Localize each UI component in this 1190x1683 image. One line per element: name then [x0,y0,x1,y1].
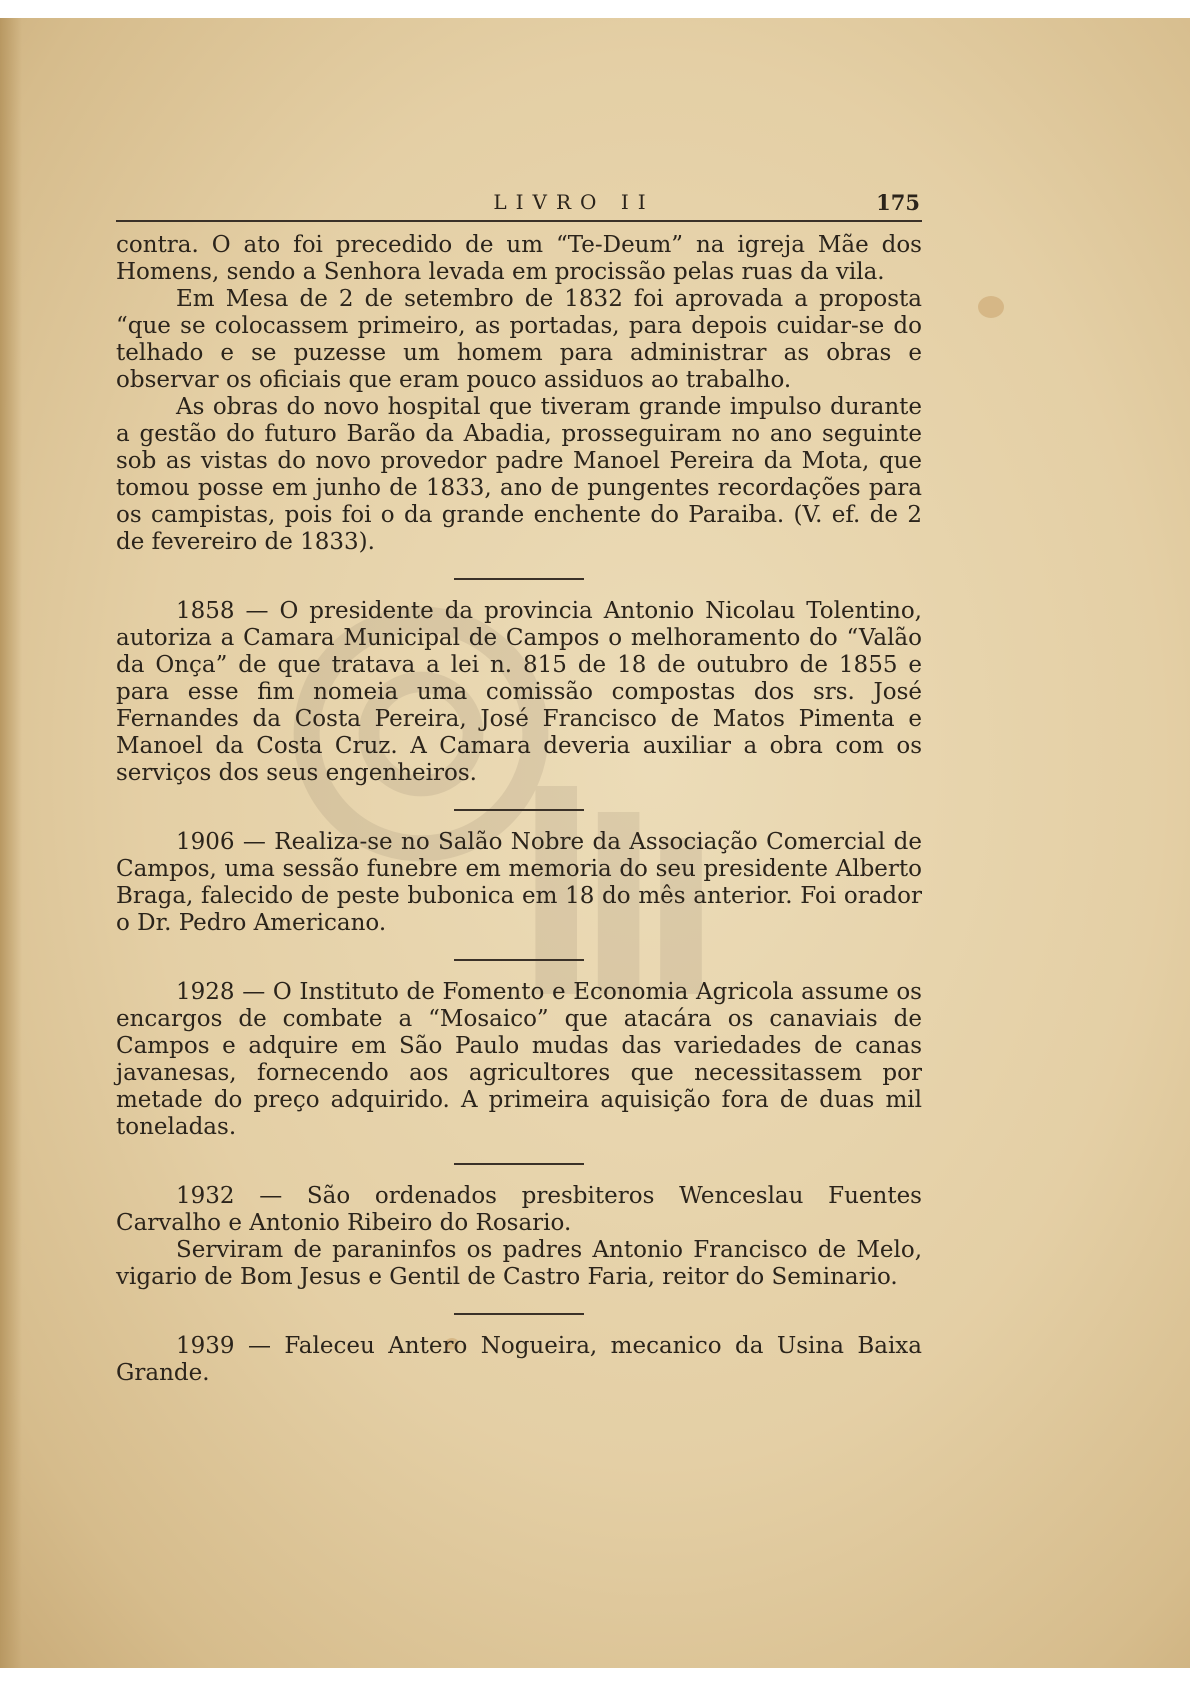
section-divider [454,1163,584,1165]
running-head: LIVRO II [493,190,655,214]
page-header [116,190,922,222]
section-divider [454,1313,584,1315]
paragraph: 1932 — São ordenados presbiteros Wenceslau Fuentes Carvalho e Antonio Ribeiro do Rosario. [116,1183,922,1236]
paragraph: 1906 — Realiza-se no Salão Nobre da Associação Comercial de Campos, uma sessão funebre em memoria do seu presidente Alberto Braga, falecido de peste bubonica em 18 do mês anterior. Foi orador o Dr. Pedro Americano. [116,829,922,936]
section-divider [454,959,584,961]
paragraph: Serviram de paraninfos os padres Antonio Francisco de Melo, vigario de Bom Jesus e Gentil de Castro Faria, reitor do Seminario. [116,1237,922,1290]
paper-stain [978,296,1004,318]
paragraph: 1939 — Faleceu Antero Nogueira, mecanico da Usina Baixa Grande. [116,1333,922,1386]
paragraph: Em Mesa de 2 de setembro de 1832 foi aprovada a proposta “que se colocassem primeiro, as portadas, para depois cuidar-se do telhado e se puzesse um homem para administrar as obras e observar os oficiais que eram pouco assiduos ao trabalho. [116,286,922,393]
paragraph: As obras do novo hospital que tiveram grande impulso durante a gestão do futuro Barão da Abadia, prosseguiram no ano seguinte sob as vistas do novo provedor padre Manoel Pereira da Mota, que tomou posse em junho de 1833, ano de pungentes recordações para os campistas, pois foi o da grande enchente do Paraiba. (V. ef. de 2 de fevereiro de 1833). [116,394,922,555]
paragraph: 1928 — O Instituto de Fomento e Economia Agricola assume os encargos de combate a “Mosaico” que atacára os canaviais de Campos e adquire em São Paulo mudas das variedades de canas javanesas, fornecendo aos agricultores que necessitassem por metade do preço adquirido. A primeira aquisição fora de duas mil toneladas. [116,979,922,1140]
section-divider [454,578,584,580]
page-number: 175 [876,190,920,215]
page-content [116,190,922,1387]
paragraph: 1858 — O presidente da provincia Antonio Nicolau Tolentino, autoriza a Camara Municipal de Campos o melhoramento do “Valão da Onça” de que tratava a lei n. 815 de 18 de outubro de 1855 e para esse fim nomeia uma comissão compostas dos srs. José Fernandes da Costa Pereira, José Francisco de Matos Pimenta e Manoel da Costa Cruz. A Camara deveria auxiliar a obra com os serviços dos seus engenheiros. [116,598,922,786]
book-page [0,18,1190,1668]
section-divider [454,809,584,811]
paragraph: contra. O ato foi precedido de um “Te-Deum” na igreja Mãe dos Homens, sendo a Senhora levada em procissão pelas ruas da vila. [116,232,922,285]
